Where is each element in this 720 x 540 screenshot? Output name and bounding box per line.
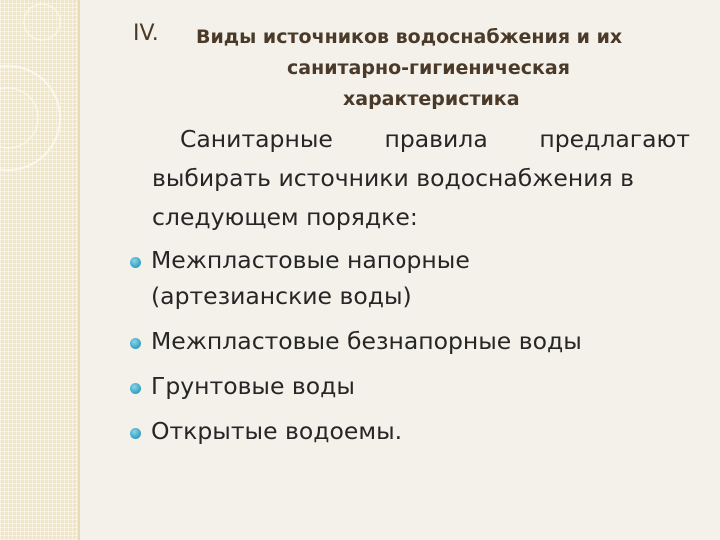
list-item-text: Открытые водоемы. bbox=[151, 417, 403, 445]
list-item bbox=[130, 323, 700, 359]
title-line-3: характеристика bbox=[343, 88, 520, 110]
title-line-1: Виды источников водоснабжения и их bbox=[196, 26, 623, 48]
list-item bbox=[130, 413, 700, 449]
list-item-text: Грунтовые воды bbox=[151, 372, 355, 400]
water-source-list bbox=[130, 242, 700, 458]
intro-line-3: следующем порядке: bbox=[152, 203, 418, 231]
bullet-icon bbox=[130, 338, 141, 349]
list-item bbox=[130, 242, 700, 314]
list-item bbox=[130, 368, 700, 404]
bullet-icon bbox=[130, 383, 141, 394]
bullet-icon bbox=[130, 428, 141, 439]
intro-paragraph bbox=[152, 120, 690, 237]
section-number: IV. bbox=[133, 21, 159, 46]
intro-line-1: Санитарные правила предлагают bbox=[180, 125, 690, 153]
list-item-text-continued: (артезианские воды) bbox=[151, 282, 412, 310]
bullet-icon bbox=[130, 257, 141, 268]
title-line-2: санитарно-гигиеническая bbox=[287, 57, 570, 79]
intro-line-2: выбирать источники водоснабжения в bbox=[152, 164, 634, 192]
list-item-text: Межпластовые напорные bbox=[151, 246, 470, 274]
list-item-text: Межпластовые безнапорные воды bbox=[151, 327, 582, 355]
decorative-circles bbox=[0, 0, 80, 180]
